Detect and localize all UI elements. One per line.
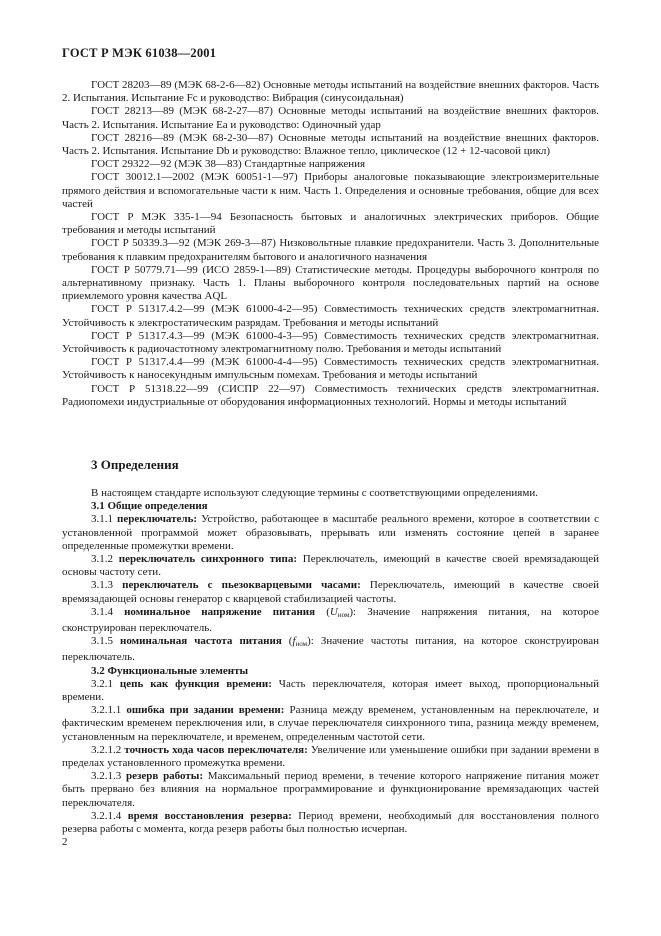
reference-item: ГОСТ 28216—89 (МЭК 68-2-30—87) Основные методы испытаний на воздействие внешних факторов. Часть 2. Испытания. Испытание Db и руководство: Влажное тепло, циклическое (12 + 12-часовой цикл) [62,131,599,158]
definition-3-2-1-2 [62,744,599,770]
definition-text: Значение напряжения питания, на которое сконструирован переключатель. [62,605,599,635]
references-list [62,79,599,409]
definition-number: 3.1.1 [91,513,113,526]
definition-number: 3.2.1.3 [91,770,122,783]
definition-text: Устройство, работающее в масштабе реального времени, которое в соответствии с установленной программой может образовывать, прерывать или изменять состояние цепей в заранее определенные промежутки времени. [62,513,600,552]
definition-3-1-5: 3.1.5 номинальная частота питания $(f_{ном})$: Значение частоты питания, на которое сконструирован переключатель. [62,635,600,664]
definition-text: Переключатель, имеющий в качестве своей времязадающей основы генератор с кварцевой стабилизацией частоты. [62,579,600,605]
definition-number: 3.2.1.1 [91,704,122,717]
page-header: ГОСТ Р МЭК 61038—2001 [62,46,217,60]
definition-number: 3.1.3 [91,579,113,592]
definition-number: 3.1.4 [91,605,113,618]
definition-term: переключатель синхронного типа: [118,553,297,566]
definition-term: точность хода часов переключателя: [124,743,308,756]
reference-item: ГОСТ Р 51317.4.4—99 (МЭК 61000-4-4—95) Совместимость технических средств электромагнитная. Устойчивость к наносекундным импульсным помехам. Требования и методы испытаний [62,356,599,382]
definition-3-1-3 [62,579,599,605]
subsection-title: 3.2 Функциональные элементы [91,664,249,677]
definition-number: 3.1.5 [91,635,113,648]
section-title: 3 Определения [91,457,179,472]
definition-text: Разница между временем, установленным на переключателе, и фактическим временем переключения или, в случае переключателя синхронного типа, разница между временем, установленным на переключателе, и временем, определенным частотой сети. [62,704,599,743]
reference-item: ГОСТ Р 51317.4.2—99 (МЭК 61000-4-2—95) Совместимость технических средств электромагнитная. Устойчивость к электростатическим разрядам. Требования и методы испытаний [62,303,599,329]
definition-3-2-1-1 [62,704,599,744]
symbol-subscript: ном [295,640,308,649]
definition-text: Часть переключателя, которая имеет выход, пропорциональный времени. [62,677,599,704]
reference-item: ГОСТ Р 50339.3—92 (МЭК 269-3—87) Низковольтные плавкие предохранители. Часть 3. Дополнительные требования к плавким предохранителям бытового и аналогичного назначения [62,237,599,263]
definition-text: Переключатель, имеющий в качестве своей времязадающей основы частоту сети. [62,553,600,579]
reference-item: ГОСТ 28213—89 (МЭК 68-2-27—87) Основные методы испытаний на воздействие внешних факторов. Часть 2. Испытания. Испытание Ea и руководство: Одиночный удар [62,105,599,131]
definition-3-2-1-3 [62,770,599,810]
definition-text: Значение частоты питания, на которое сконструирован переключатель. [62,635,600,664]
definition-number: 3.2.1.4 [91,809,122,822]
reference-item: ГОСТ Р МЭК 335-1—94 Безопасность бытовых и аналогичных электрических приборов. Общие требования и методы испытаний [62,211,599,237]
definition-3-2-1-4 [62,810,599,836]
definition-term: цепь как функция времени: [119,677,272,690]
reference-item: ГОСТ 30012.1—2002 (МЭК 60051-1—97) Приборы аналоговые показывающие электроизмерительные прямого действия и вспомогательные части к ним. Часть 1. Определения и основные требования, общие для всех частей [62,171,599,210]
definition-term: номинальная частота питания [120,635,282,648]
symbol: U [329,605,338,618]
definition-term: ошибка при задании времени: [126,704,285,717]
reference-item: ГОСТ Р 51317.4.3—99 (МЭК 61000-4-3—95) Совместимость технических средств электромагнитная. Устойчивость к радиочастотному электромагнитному полю. Требования и методы испытаний [62,329,599,356]
section-intro: В настоящем стандарте используют следующие термины с соответствующими определениями. [91,487,538,499]
definition-term: переключатель с пьезокварцевыми часами: [122,579,361,592]
symbol-subscript: ном [337,610,350,619]
definition-text: Период времени, необходимый для восстановления полного резерва работы с момента, когда резерв работы был полностью исчерпан. [62,809,600,836]
definition-3-1-1 [62,513,599,553]
definition-number: 3.2.1 [91,677,113,690]
definition-term: резерв работы: [125,770,204,783]
definition-term: время восстановления резерва: [127,809,292,822]
definition-term: номинальное напряжение питания [124,605,316,618]
definition-text: Максимальный период времени, в течение которого напряжение питания может быть прервано без влияния на нормальное программирование и функционирование времязадающих частей переключателя. [62,770,600,809]
definition-3-1-4: 3.1.4 номинальное напряжение питания $(U_{ном})$: Значение напряжения питания, на которое сконструирован переключатель. [62,605,599,635]
definitions-body [62,487,599,836]
definition-text: Увеличение или уменьшение ошибки при задании времени в пределах установленного промежутка времени. [62,743,600,770]
definition-3-1-2 [62,553,599,579]
symbol: f [292,635,296,648]
page-number: 2 [62,836,68,848]
reference-item: ГОСТ Р 51318.22—99 (СИСПР 22—97) Совместимость технических средств электромагнитная. Радиопомехи индустриальные от оборудования информационных технологий. Нормы и методы испытаний [62,382,599,408]
reference-item: ГОСТ Р 50779.71—99 (ИСО 2859-1—89) Статистические методы. Процедуры выборочного контроля по альтернативному признаку. Часть 1. Планы выборочного контроля последовательных партий на основе приемлемого уровня качества AQL [62,263,599,303]
definition-3-2-1 [62,678,599,704]
reference-item: ГОСТ 29322—92 (МЭК 38—83) Стандартные напряжения [91,158,366,171]
definition-number: 3.1.2 [91,553,113,566]
subsection-title: 3.1 Общие определения [91,500,208,513]
reference-item: ГОСТ 28203—89 (МЭК 68-2-6—82) Основные методы испытаний на воздействие внешних факторов. Часть 2. Испытания. Испытание Fc и руководство: Вибрация (синусоидальная) [62,79,599,105]
definition-term: переключатель: [117,513,198,526]
definition-number: 3.2.1.2 [91,743,122,756]
